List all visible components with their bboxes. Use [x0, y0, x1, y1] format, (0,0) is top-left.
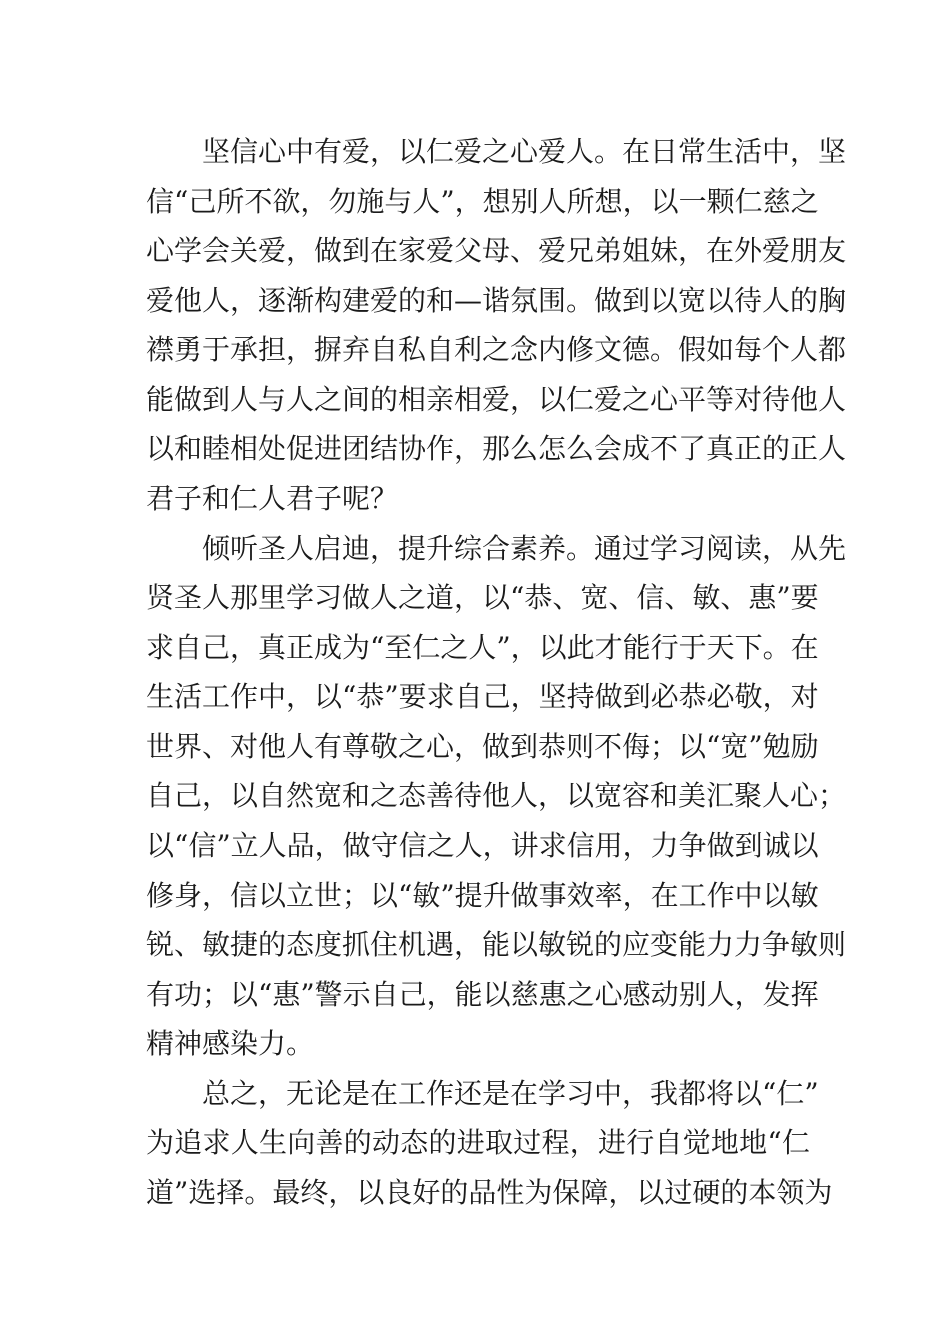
paragraph-2-line-9: 锐、敏捷的态度抓住机遇，能以敏锐的应变能力力争敏则 — [146, 928, 847, 961]
paragraph-3-line-3: 道”选择。最终，以良好的品性为保障，以过硬的本领为 — [146, 1176, 833, 1209]
paragraph-2-line-11: 精神感染力。 — [146, 1027, 315, 1060]
paragraph-2-line-2: 贤圣人那里学习做人之道，以“恭、宽、信、敏、惠”要 — [146, 581, 819, 614]
paragraph-2-line-10: 有功；以“惠”警示自己，能以慈惠之心感动别人，发挥 — [146, 978, 819, 1011]
paragraph-1-line-7: 以和睦相处促进团结协作，那么怎么会成不了真正的正人 — [146, 432, 847, 465]
paragraph-2-line-5: 世界、对他人有尊敬之心，做到恭则不侮；以“宽”勉励 — [146, 730, 819, 763]
paragraph-1-line-4: 爱他人，逐渐构建爱的和—谐氛围。做到以宽以待人的胸 — [146, 284, 847, 317]
paragraph-1-line-5: 襟勇于承担，摒弃自私自利之念内修文德。假如每个人都 — [146, 333, 847, 366]
paragraph-1-line-6: 能做到人与人之间的相亲相爱，以仁爱之心平等对待他人 — [146, 383, 847, 416]
paragraph-3-line-2: 为追求人生向善的动态的进取过程，进行自觉地地“仁 — [146, 1126, 810, 1159]
paragraph-1-line-8: 君子和仁人君子呢？ — [146, 482, 399, 515]
paragraph-2-line-8: 修身，信以立世；以“敏”提升做事效率，在工作中以敏 — [146, 879, 819, 912]
paragraph-2-line-4: 生活工作中，以“恭”要求自己，坚持做到必恭必敬，对 — [146, 680, 819, 713]
paragraph-1-line-3: 心学会关爱，做到在家爱父母、爱兄弟姐妹，在外爱朋友 — [146, 234, 847, 267]
paragraph-2-line-3: 求自己，真正成为“至仁之人”，以此才能行于天下。在 — [146, 631, 819, 664]
paragraph-2-line-1: 倾听圣人启迪，提升综合素养。通过学习阅读，从先 — [202, 532, 847, 565]
paragraph-1-line-1: 坚信心中有爱，以仁爱之心爱人。在日常生活中，坚 — [202, 135, 847, 168]
paragraph-2-line-7: 以“信”立人品，做守信之人，讲求信用，力争做到诚以 — [146, 829, 819, 862]
paragraph-3-line-1: 总之，无论是在工作还是在学习中，我都将以“仁” — [202, 1077, 819, 1110]
paragraph-2-line-6: 自己，以自然宽和之态善待他人，以宽容和美汇聚人心； — [146, 779, 847, 812]
paragraph-1-line-2: 信“己所不欲，勿施与人”，想别人所想，以一颗仁慈之 — [146, 185, 819, 218]
